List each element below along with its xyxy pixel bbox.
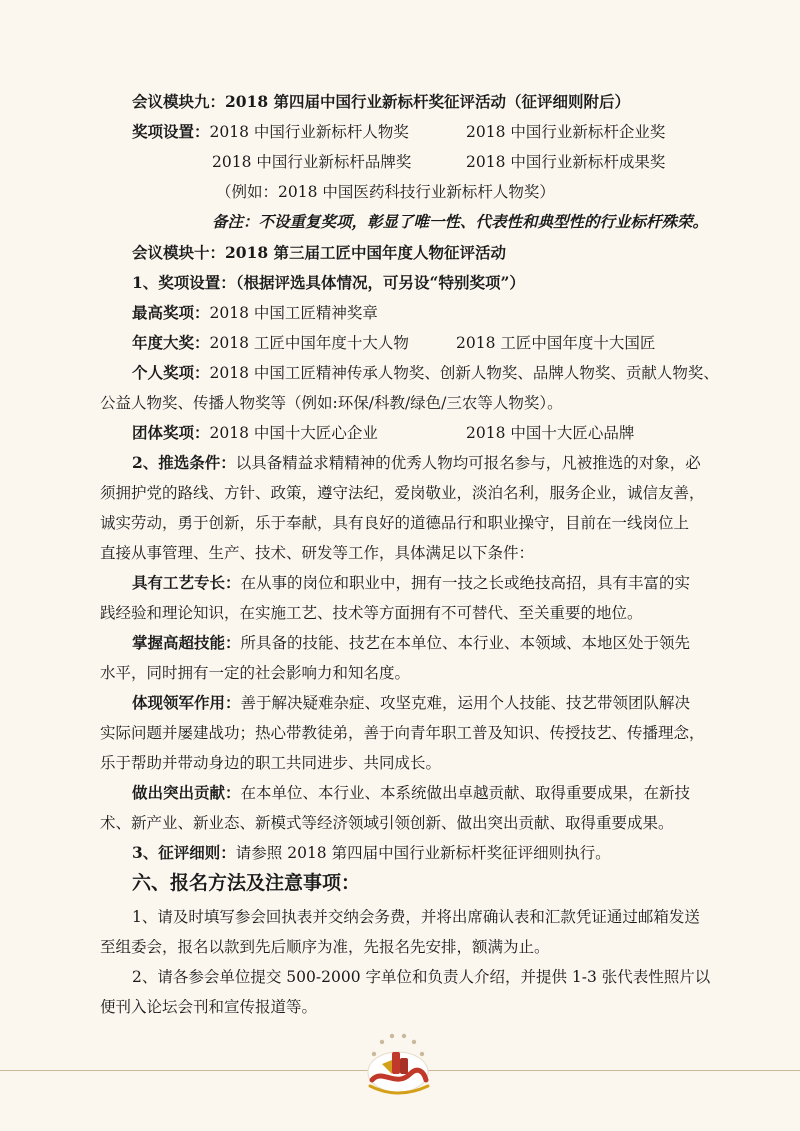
module10-item2 — [132, 452, 701, 474]
craft-label: 具有工艺专长： — [132, 573, 241, 592]
module9-award3: 2018 中国行业新标杆品牌奖 — [212, 153, 412, 171]
craft-paragraph — [132, 572, 690, 594]
lead-label: 体现领军作用： — [132, 693, 241, 712]
contrib-label: 做出突出贡献： — [132, 783, 241, 802]
personal-award-line2: 公益人物奖、传播人物奖等（例如:环保/科教/绿色/三农等人物奖）。 — [100, 394, 563, 412]
annual-award-label: 年度大奖： — [132, 333, 210, 352]
module10-item1-title: 1、奖项设置：（根据评选具体情况，可另设“特别奖项”） — [132, 273, 525, 292]
item2-line4: 直接从事管理、生产、技术、研发等工作，具体满足以下条件： — [100, 544, 535, 562]
module9-award2: 2018 中国行业新标杆企业奖 — [466, 123, 666, 141]
emblem-logo-icon — [352, 1028, 444, 1106]
personal-award-label: 个人奖项： — [132, 363, 210, 382]
contrib-paragraph — [132, 782, 690, 804]
module9-note: 备注：不设重复奖项，彰显了唯一性、代表性和典型性的行业标杆殊荣。 — [212, 212, 709, 231]
module10-annual-award — [132, 332, 409, 354]
item3-text: 请参照 2018 第四届中国行业新标杆奖征评细则执行。 — [235, 844, 611, 862]
section6-p2-line2: 便刊入论坛会刊和宣传报道等。 — [100, 998, 318, 1016]
lead-line1: 善于解决疑难杂症、攻坚克难，运用个人技能、技艺带领团队解决 — [240, 694, 691, 712]
craft-line2: 践经验和理论知识，在实施工艺、技术等方面拥有不可替代、至关重要的地位。 — [100, 604, 643, 622]
item2-line1: 以具备精益求精精神的优秀人物均可报名参与，凡被推选的对象，必 — [235, 454, 701, 472]
item2-line2: 须拥护党的路线、方针、政策，遵守法纪，爱岗敬业，淡泊名利，服务企业，诚信友善， — [100, 484, 705, 502]
module9-title: 会议模块九：2018 第四届中国行业新标杆奖征评活动（征评细则附后） — [132, 92, 631, 111]
module10-personal-award — [132, 362, 719, 384]
annual-award-value1: 2018 工匠中国年度十大人物 — [209, 334, 409, 352]
personal-award-line1: 2018 中国工匠精神传承人物奖、创新人物奖、品牌人物奖、贡献人物奖、 — [209, 364, 719, 382]
module10-item3 — [132, 842, 611, 864]
module9-award4: 2018 中国行业新标杆成果奖 — [466, 153, 666, 171]
item2-line3: 诚实劳动，勇于创新，乐于奉献，具有良好的道德品行和职业操守，目前在一线岗位上 — [100, 514, 690, 532]
module10-title: 会议模块十：2018 第三届工匠中国年度人物征评活动 — [132, 243, 507, 262]
section6-p1-line1: 1、请及时填写参会回执表并交纳会务费，并将出席确认表和汇款凭证通过邮箱发送 — [132, 908, 700, 926]
module10-team-award — [132, 422, 378, 444]
lead-paragraph — [132, 692, 690, 714]
contrib-line2: 术、新产业、新业态、新模式等经济领域引领创新、做出突出贡献、取得重要成果。 — [100, 814, 674, 832]
team-award-value2: 2018 中国十大匠心品牌 — [466, 424, 635, 442]
skill-line1: 所具备的技能、技艺在本单位、本行业、本领域、本地区处于领先 — [240, 634, 691, 652]
top-award-label: 最高奖项： — [132, 303, 210, 322]
module9-example: （例如：2018 中国医药科技行业新标杆人物奖） — [216, 183, 555, 201]
module10-top-award — [132, 302, 378, 324]
section6-p2-line1: 2、请各参会单位提交 500-2000 字单位和负责人介绍，并提供 1-3 张代表性照片以 — [132, 968, 711, 986]
section6-heading: 六、报名方法及注意事项： — [132, 872, 361, 894]
section6-p1-line2: 至组委会，报名以款到先后顺序为准，先报名先安排，额满为止。 — [100, 938, 550, 956]
team-award-value1: 2018 中国十大匠心企业 — [209, 424, 378, 442]
annual-award-value2: 2018 工匠中国年度十大国匠 — [456, 334, 656, 352]
module9-award1: 2018 中国行业新标杆人物奖 — [209, 123, 409, 141]
lead-line3: 乐于帮助并带动身边的职工共同进步、共同成长。 — [100, 754, 442, 772]
craft-line1: 在从事的岗位和职业中，拥有一技之长或绝技高招，具有丰富的实 — [240, 574, 691, 592]
lead-line2: 实际问题并屡建战功；热心带教徒弟，善于向青年职工普及知识、传授技艺、传播理念， — [100, 724, 705, 742]
item3-label: 3、征评细则： — [132, 843, 236, 862]
contrib-line1: 在本单位、本行业、本系统做出卓越贡献、取得重要成果，在新技 — [240, 784, 691, 802]
team-award-label: 团体奖项： — [132, 423, 210, 442]
skill-paragraph — [132, 632, 690, 654]
top-award-value: 2018 中国工匠精神奖章 — [209, 304, 378, 322]
skill-line2: 水平，同时拥有一定的社会影响力和知名度。 — [100, 664, 411, 682]
item2-label: 2、推选条件： — [132, 453, 236, 472]
skill-label: 掌握高超技能： — [132, 633, 241, 652]
module9-awards-label: 奖项设置： — [132, 122, 210, 141]
module9-awards-row1 — [132, 121, 409, 143]
